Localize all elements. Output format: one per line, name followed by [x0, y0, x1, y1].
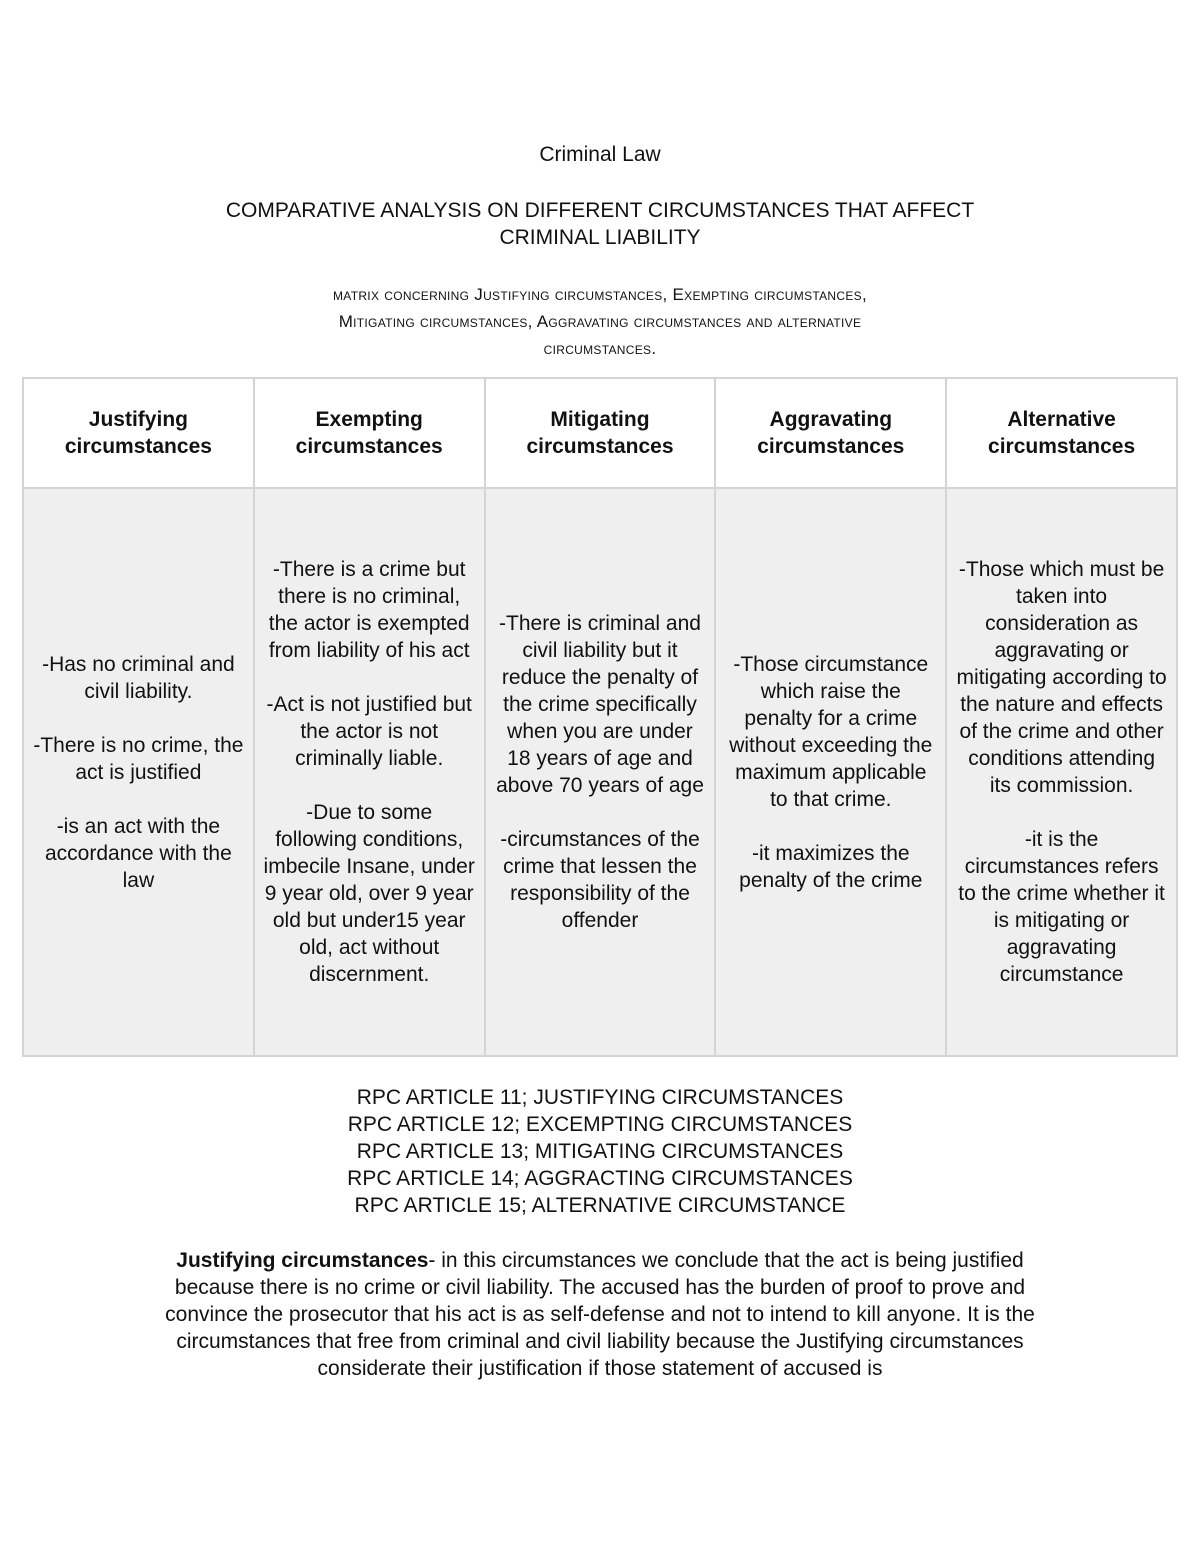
document-subtitle-line-2: Mitigating circumstances, Aggravating circumstances and alternative: [338, 312, 862, 331]
body-paragraph: [140, 1247, 1060, 1382]
circumstances-matrix-table: [22, 377, 1178, 1057]
header-justifying: Justifying circumstances: [23, 378, 254, 488]
cell-justifying: -Has no criminal and civil liability. -There is no crime, the act is justified -is an act with the accordance with the law: [23, 488, 254, 1056]
list-item: RPC ARTICLE 13; MITIGATING CIRCUMSTANCES: [356, 1140, 844, 1163]
list-item: RPC ARTICLE 12; EXCEMPTING CIRCUMSTANCES: [347, 1113, 853, 1136]
document-title: [150, 197, 1050, 251]
course-title: Criminal Law: [539, 143, 661, 166]
document-subtitle-line-1: matrix concerning Justifying circumstances, Exempting circumstances,: [333, 285, 867, 304]
cell-exempting: -There is a crime but there is no criminal, the actor is exempted from liability of his act -Act is not justified but the actor is not criminally liable. -Due to some following conditions, imbecile Insane, under 9 year old, over 9 year old but under15 year old, act without discernment.: [254, 488, 485, 1056]
header-aggravating: Aggravating circumstances: [715, 378, 946, 488]
table-header-row: [23, 378, 1177, 488]
cell-alternative: -Those which must be taken into consideration as aggravating or mitigating according to the nature and effects of the crime and other conditions attending its commission. -it is the circumstances refers to the crime whether it is mitigating or aggravating circumstance: [946, 488, 1177, 1056]
header-exempting: Exempting circumstances: [254, 378, 485, 488]
paragraph-lead-term: Justifying circumstances: [176, 1249, 429, 1272]
cell-aggravating: -Those circumstance which raise the penalty for a crime without exceeding the maximum applicable to that crime. -it maximizes the penalty of the crime: [715, 488, 946, 1056]
paragraph-body-text: - in this circumstances we conclude that the act is being justified because there is no crime or civil liability. The accused has the burden of proof to prove and convince the prosecutor that his act is as self-defense and not to intend to kill anyone. It is the circumstances that free from criminal and civil liability because the Justifying circumstances considerate their justification if those statement of accused is: [165, 1249, 1035, 1380]
list-item: RPC ARTICLE 11; JUSTIFYING CIRCUMSTANCES: [356, 1086, 844, 1109]
header-alternative: Alternative circumstances: [946, 378, 1177, 488]
list-item: RPC ARTICLE 14; AGGRACTING CIRCUMSTANCES: [347, 1167, 853, 1190]
rpc-articles-list: [0, 1084, 1200, 1219]
cell-mitigating: -There is criminal and civil liability but it reduce the penalty of the crime specifically when you are under 18 years of age and above 70 years of age -circumstances of the crime that lessen the responsibility of the offender: [485, 488, 716, 1056]
header-mitigating: Mitigating circumstances: [485, 378, 716, 488]
document-subtitle: [170, 281, 1030, 362]
document-title-line-1: COMPARATIVE ANALYSIS ON DIFFERENT CIRCUMSTANCES THAT AFFECT: [225, 199, 975, 222]
table-row: [23, 488, 1177, 1056]
list-item: RPC ARTICLE 15; ALTERNATIVE CIRCUMSTANCE: [354, 1194, 846, 1217]
document-subtitle-line-3: circumstances.: [543, 339, 657, 358]
document-title-line-2: CRIMINAL LIABILITY: [499, 226, 701, 249]
